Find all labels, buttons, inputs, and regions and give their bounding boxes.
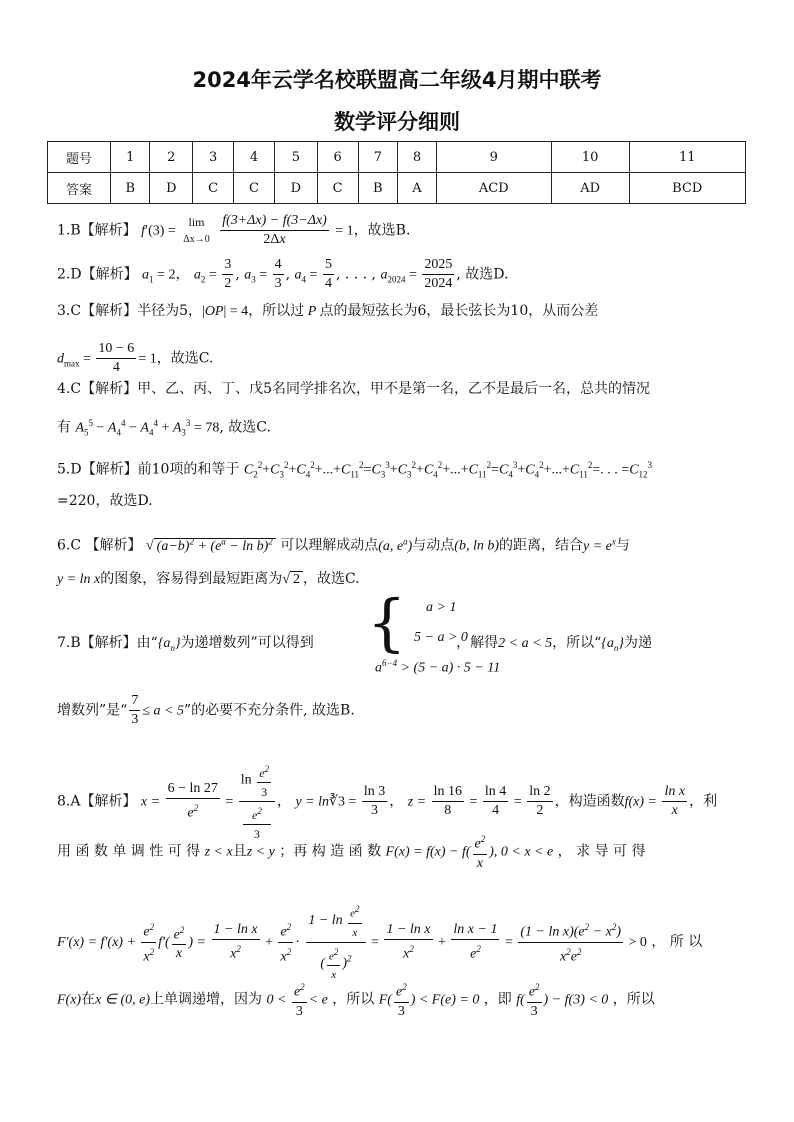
table-cell: C	[193, 173, 234, 204]
table-cell: 9	[436, 142, 551, 173]
table-row-answers	[48, 173, 746, 204]
table-cell: BCD	[629, 173, 746, 204]
table-cell: 7	[358, 142, 397, 173]
table-cell: D	[274, 173, 317, 204]
solution-2: 2.D【解析】 $a_1 = 2$， $a_2$ = $\frac{3}{2}$ , $a_3$ = $\frac{4}{3}$ , $a_4$ = $\frac{5}{4}$ , . . . , $a_{2024}$ = $\frac{2025}{2024}$ , 故选D.	[57, 257, 509, 291]
solution-4-cont: 有 $A_5^5 - A_4^4 - A_4^4 + A_3^3 = 78$, 故选C.	[57, 418, 271, 438]
solution-label: 4.C【解析】	[57, 381, 138, 397]
solution-label: 7.B【解析】	[57, 635, 137, 651]
row-label-question: 题号	[48, 142, 111, 173]
table-cell: C	[317, 173, 358, 204]
row-label-answer: 答案	[48, 173, 111, 204]
solution-1: 1.B【解析】 f′(3) = lim Δx→0 $\frac{f(3+\Delta x) - f(3-\Delta x)}{2\Delta x}$ = 1，故选B.	[57, 213, 411, 247]
solution-label: 6.C 【解析】	[57, 537, 142, 554]
table-cell: 4	[234, 142, 275, 173]
solution-8-line4: F(x)在x ∈ (0, e)上单调递增，因为 0 < $\frac{e^2}{3}$ < e ，所以 F( $\frac{e^2}{3}$ ) < F(e) = 0 ，即 f( $\frac{e^2}{3}$ ) − f(3) < 0 ，所以	[57, 978, 655, 1021]
table-cell: 11	[629, 142, 746, 173]
page-title: 2024年云学名校联盟高二年级4月期中联考	[192, 68, 602, 92]
page-subtitle: 数学评分细则	[334, 110, 460, 134]
solution-label: 3.C【解析】	[57, 303, 138, 319]
table-cell: AD	[551, 173, 629, 204]
answer-table	[47, 141, 746, 204]
solution-3: 3.C【解析】半径为5，|OP| = 4，所以过 P 点的最短弦长为6，最长弦长为10，从而公差	[57, 303, 599, 319]
table-cell: 10	[551, 142, 629, 173]
solution-8-line3: F'(x) = f'(x) + $\frac{e^2}{x^2}$ f'( $\frac{e^2}{x}$ ) = $\frac{\text{1 − ln x}}{x^2}$ + $\frac{e^2}{x^2}$ · 1 − ln $\frac{e^2}{x}$ ( $\frac{e^2}{x}$ )$^2$ = $\frac{\text{1 − ln x}}{x^2}$ + $\frac{\text{ln x − 1}}{e^2}$ = $\frac{(1 - \ln x)(e^2 - x^2)}{x^2e^2}$ > 0 ， 所 以	[57, 900, 702, 984]
solution-8: 8.A【解析】 x = $\frac{6 - \ln 27}{e^2}$ = ln $\frac{e^2}{3}$ $\frac{e^2}{3}$ ， y = ln∛3 = $\frac{\ln 3}{3}$ ， z = $\frac{\ln 16}{8}$ = $\frac{\ln 4}{4}$ = $\frac{\ln 2}{2}$ ，构造函数f(x) = $\frac{\text{ln x}}{x}$ ，利	[57, 760, 717, 843]
table-cell: 1	[111, 142, 150, 173]
solution-7-cont: 增数列”是“ $\frac{7}{3}$ ≤ a < 5”的必要不充分条件, 故选B.	[57, 693, 355, 727]
table-cell: A	[398, 173, 437, 204]
table-cell: 8	[398, 142, 437, 173]
solution-label: 2.D【解析】	[57, 266, 138, 283]
solution-label: 8.A【解析】	[57, 793, 137, 810]
table-cell: 2	[150, 142, 193, 173]
solution-3-cont: $d_{max}$ = $\frac{10 - 6}{4}$ = 1，故选C.	[57, 341, 214, 375]
table-cell: ACD	[436, 173, 551, 204]
table-cell: 3	[193, 142, 234, 173]
table-cell: D	[150, 173, 193, 204]
solution-8-line2: 用 函 数 单 调 性 可 得 z < x且z < y ；再 构 造 函 数 F(x) = f(x) − f( $\frac{e^2}{x}$ ), 0 < x < e ， 求 导 可 得	[57, 830, 645, 873]
solution-6-cont: y = ln x的图象，容易得到最短距离为√ 2 ，故选C.	[57, 571, 360, 587]
table-cell: 5	[274, 142, 317, 173]
table-row-questions	[48, 142, 746, 173]
inequality-system: { a > 1 5 − a > 0 $a^{6-4} > (5 - a) \cdot 5 - 11$	[367, 586, 501, 676]
solution-5-cont: =220，故选D.	[57, 493, 153, 509]
solution-label: 1.B【解析】	[57, 222, 137, 239]
solution-7: 7.B【解析】由“$\{a_n\}$为递增数列”可以得到 ，解得2 < a < 5，所以“$\{a_n\}$为递	[57, 635, 652, 653]
solution-4: 4.C【解析】甲、乙、丙、丁、戊5名同学排名次，甲不是第一名，乙不是最后一名，总共的情况	[57, 381, 650, 397]
solution-label: 5.D【解析】	[57, 461, 138, 478]
table-cell: 6	[317, 142, 358, 173]
table-cell: C	[234, 173, 275, 204]
table-cell: B	[358, 173, 397, 204]
table-cell: B	[111, 173, 150, 204]
solution-6: 6.C 【解析】 √ $(a-b)^2 + (e^a - \ln b)^2$ 可以理解成动点(a, $e^a$)与动点(b, ln b)的距离，结合$y = e^x$与	[57, 536, 630, 554]
solution-5: 5.D【解析】前10项的和等于 $C_2^2+C_3^2+C_4^2+...+C_{11}^2=C_3^3+C_3^2+C_4^2+...+C_{11}^2=C_4^3+C_4^2+...+C_{11}^2=$. . . $=C_{12}^3$	[57, 460, 653, 480]
